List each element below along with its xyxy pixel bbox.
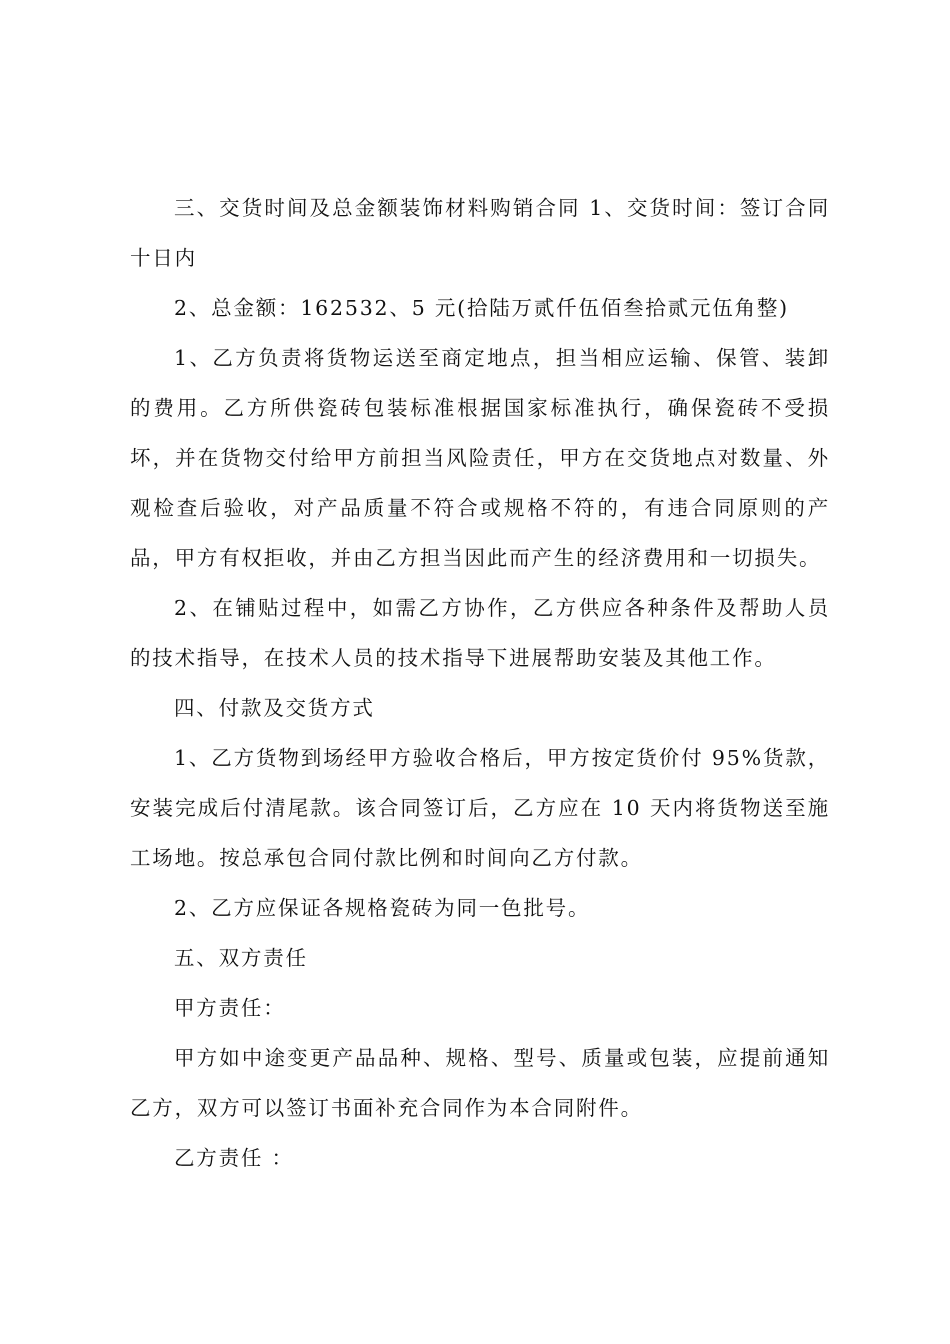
total-amount-paragraph: 2、总金额：162532、5 元(拾陆万贰仟伍佰叁拾贰元伍角整)	[174, 296, 789, 320]
delivery-responsibility-paragraph: 1、乙方负责将货物运送至商定地点，担当相应运输、保管、装卸的费用。乙方所供瓷砖包装标准根据国家标准执行，确保瓷砖不受损坏，并在货物交付给甲方前担当风险责任，甲方在交货地点对数量、外观检查后验收，对产品质量不符合或规格不符的，有违合同原则的产品，甲方有权拒收，并由乙方担当因此而产生的经济费用和一切损失。	[130, 346, 830, 570]
section-3-heading-paragraph: 三、交货时间及总金额装饰材料购销合同 1、交货时间：签订合同十日内	[130, 196, 830, 270]
party-a-responsibility-heading: 甲方责任：	[174, 996, 286, 1020]
section-5-heading: 五、双方责任	[174, 946, 308, 970]
party-a-responsibility-paragraph: 甲方如中途变更产品品种、规格、型号、质量或包装，应提前通知乙方，双方可以签订书面补充合同作为本合同附件。	[130, 1046, 830, 1120]
payment-terms-paragraph: 1、乙方货物到场经甲方验收合格后，甲方按定货价付 95%货款，安装完成后付清尾款。该合同签订后，乙方应在 10 天内将货物送至施工场地。按总承包合同付款比例和时间向乙方付款。	[130, 746, 830, 870]
document-body	[130, 183, 830, 1183]
installation-assistance-paragraph: 2、在铺贴过程中，如需乙方协作，乙方供应各种条件及帮助人员的技术指导，在技术人员的技术指导下进展帮助安装及其他工作。	[130, 596, 830, 670]
party-b-responsibility-heading: 乙方责任 ：	[174, 1146, 294, 1170]
batch-number-paragraph: 2、乙方应保证各规格瓷砖为同一色批号。	[174, 896, 591, 920]
section-4-heading: 四、付款及交货方式	[174, 696, 375, 720]
